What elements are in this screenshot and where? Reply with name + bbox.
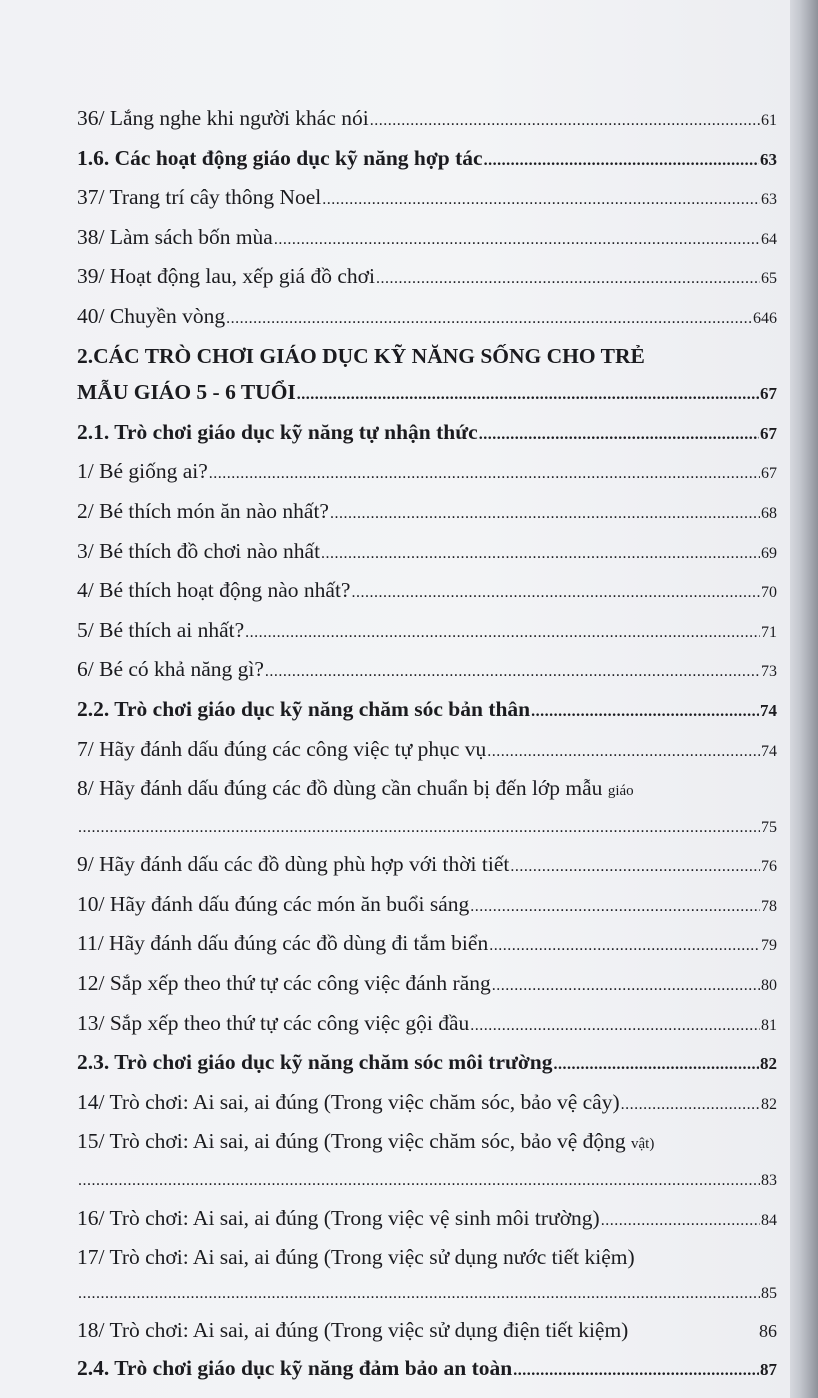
toc-entry-page: 67 — [760, 423, 777, 443]
toc-entry — [77, 886, 777, 926]
toc-entry-title: 37/ Trang trí cây thông Noel — [77, 185, 322, 210]
toc-chapter-heading-line1: 2.CÁC TRÒ CHƠI GIÁO DỤC KỸ NĂNG SỐNG CHO TRẺ — [77, 343, 645, 368]
toc-entry-title: 38/ Làm sách bốn mùa — [77, 224, 273, 249]
toc-entry-page: 80 — [761, 977, 777, 995]
toc-entry-title-end: giáo — [607, 783, 634, 800]
toc-entry-title: 2.1. Trò chơi giáo dục kỹ năng tự nhận thức — [77, 419, 478, 444]
toc-entry-title: 2.2. Trò chơi giáo dục kỹ năng chăm sóc bản thân — [77, 696, 531, 721]
toc-entry — [77, 810, 777, 847]
toc-leader-dots — [209, 456, 760, 493]
toc-leader-dots — [601, 1203, 760, 1240]
toc-entry-title: 2.3. Trò chơi giáo dục kỹ năng chăm sóc môi trường — [77, 1050, 553, 1075]
toc-entry-page: 61 — [761, 112, 777, 129]
toc-entry-page: 78 — [761, 897, 777, 915]
toc-entry-title: 10/ Hãy đánh dấu đúng các món ăn buổi sáng — [77, 891, 470, 916]
toc-entry-page: 70 — [761, 584, 777, 602]
toc-entry-title: 16/ Trò chơi: Ai sai, ai đúng (Trong việc vệ sinh môi trường) — [77, 1205, 600, 1230]
toc-leader-dots — [531, 694, 759, 731]
toc-leader-dots — [489, 928, 760, 965]
toc-entry — [77, 1163, 777, 1200]
toc-entry-page: 83 — [761, 1172, 777, 1190]
toc-entry-title: 2/ Bé thích món ăn nào nhất? — [77, 498, 329, 523]
toc-entry — [77, 493, 777, 533]
toc-leader-dots — [265, 654, 760, 691]
toc-leader-dots — [297, 377, 759, 414]
toc-entry-title: 12/ Sắp xếp theo thứ tự các công việc đánh răng — [77, 971, 491, 996]
toc-entry — [77, 731, 777, 771]
toc-entry-line1: 17/ Trò chơi: Ai sai, ai đúng (Trong việc sử dụng nước tiết kiệm) — [77, 1245, 635, 1270]
toc-entry — [77, 612, 777, 652]
toc-entry-title: 36/ Lắng nghe khi người khác nói — [77, 106, 369, 130]
toc-entry — [77, 100, 777, 140]
toc-entry-title: 2.4. Trò chơi giáo dục kỹ năng đảm bảo an toàn — [77, 1356, 513, 1380]
toc-entry — [77, 1005, 777, 1045]
toc-entry-page: 86 — [759, 1321, 777, 1342]
page-edge-shadow — [790, 0, 818, 1398]
toc-entry — [77, 298, 777, 338]
toc-entry — [77, 1312, 777, 1350]
toc-leader-dots — [554, 1047, 760, 1084]
toc-leader-dots — [330, 496, 760, 533]
toc-entry-title: 15/ Trò chơi: Ai sai, ai đúng (Trong việc chăm sóc, bảo vệ động — [77, 1129, 626, 1154]
toc-entry-title: 5/ Bé thích ai nhất? — [77, 617, 245, 642]
toc-entry-page: 76 — [761, 858, 777, 876]
toc-leader-dots — [513, 1353, 759, 1390]
toc-entry-page: 69 — [761, 544, 777, 562]
toc-entry-page: 65 — [761, 270, 777, 288]
toc-leader-dots — [321, 536, 760, 573]
toc-leader-dots — [245, 615, 760, 652]
toc-entry — [77, 533, 777, 573]
toc-entry — [77, 453, 777, 493]
toc-entry-title: 18/ Trò chơi: Ai sai, ai đúng (Trong việc sử dụng điện tiết kiệm) — [77, 1318, 629, 1343]
toc-entry — [77, 219, 777, 259]
toc-entry-page: 67 — [761, 465, 777, 483]
toc-entry — [77, 651, 777, 691]
toc-entry — [77, 846, 777, 886]
toc-entry-page: 646 — [753, 309, 777, 327]
toc-entry-title: 4/ Bé thích hoạt động nào nhất? — [77, 578, 351, 603]
toc-leader-dots — [487, 734, 760, 771]
toc-leader-dots — [78, 1163, 760, 1200]
toc-entry-page: 68 — [761, 504, 777, 522]
toc-leader-dots — [470, 1008, 760, 1045]
toc-leader-dots — [78, 1276, 760, 1313]
toc-entry-title: 40/ Chuyền vòng — [77, 303, 226, 328]
toc-entry-page: 85 — [761, 1284, 777, 1302]
toc-entry-title-end: vật) — [631, 1136, 655, 1153]
toc-leader-dots — [376, 261, 760, 298]
toc-leader-dots — [484, 143, 759, 180]
toc-leader-dots — [621, 1087, 760, 1124]
toc-entry-page: 82 — [761, 1095, 777, 1113]
toc-entry-title: 13/ Sắp xếp theo thứ tự các công việc gội đầu — [77, 1010, 470, 1035]
toc-entry-page: 71 — [761, 623, 777, 641]
toc-entry — [77, 965, 777, 1005]
toc-entry-line1 — [77, 1123, 777, 1163]
toc-leader-dots — [492, 968, 760, 1005]
toc-entry — [77, 1084, 777, 1124]
toc-section-heading — [77, 140, 777, 180]
toc-entry-page: 87 — [760, 1360, 777, 1379]
toc-leader-dots — [78, 810, 760, 847]
toc-entry — [77, 925, 777, 965]
toc-entry-title: 1/ Bé giống ai? — [77, 459, 208, 484]
toc-entry-page: 74 — [760, 700, 777, 720]
toc-entry-page: 81 — [761, 1016, 777, 1034]
toc-entry-title: 7/ Hãy đánh dấu đúng các công việc tự phục vụ — [77, 736, 487, 761]
toc-section-heading — [77, 1350, 777, 1390]
toc-entry-line1 — [77, 770, 777, 810]
toc-leader-dots — [274, 222, 760, 259]
toc-entry-page: 63 — [760, 149, 777, 169]
toc-entry-title: 6/ Bé có khả năng gì? — [77, 657, 264, 682]
toc-leader-dots — [479, 417, 759, 454]
toc-entry-page: 73 — [761, 663, 777, 681]
toc-entry — [77, 258, 777, 298]
toc-entry-title: 14/ Trò chơi: Ai sai, ai đúng (Trong việc chăm sóc, bảo vệ cây) — [77, 1089, 620, 1114]
toc-entry-title: 1.6. Các hoạt động giáo dục kỹ năng hợp tác — [77, 145, 483, 170]
toc-entry-title: 11/ Hãy đánh dấu đúng các đồ dùng đi tắm biển — [77, 931, 489, 956]
toc-entry-page: 79 — [761, 937, 777, 955]
table-of-contents — [77, 100, 777, 1390]
toc-entry — [77, 179, 777, 219]
toc-chapter-heading — [77, 374, 777, 414]
toc-entry-title: 8/ Hãy đánh dấu đúng các đồ dùng cần chuẩn bị đến lớp mẫu — [77, 776, 603, 801]
toc-leader-dots — [510, 849, 760, 886]
toc-entry-title: 39/ Hoạt động lau, xếp giá đồ chơi — [77, 264, 375, 289]
toc-section-heading — [77, 1044, 777, 1084]
toc-entry-page: 82 — [760, 1054, 777, 1074]
toc-leader-dots — [351, 575, 760, 612]
toc-leader-dots — [370, 103, 760, 140]
toc-entry-title: MẪU GIÁO 5 - 6 TUỔI — [77, 380, 296, 405]
toc-entry-page: 67 — [760, 384, 777, 404]
toc-entry-page: 84 — [761, 1211, 777, 1229]
toc-leader-dots — [226, 301, 752, 338]
toc-leader-dots — [322, 182, 760, 219]
toc-entry — [77, 1276, 777, 1313]
toc-entry — [77, 1200, 777, 1240]
toc-section-heading — [77, 414, 777, 454]
toc-entry-page: 63 — [761, 191, 777, 209]
toc-entry-title: 9/ Hãy đánh dấu các đồ dùng phù hợp với thời tiết — [77, 852, 510, 877]
toc-section-heading — [77, 691, 777, 731]
toc-entry-title: 3/ Bé thích đồ chơi nào nhất — [77, 538, 321, 563]
toc-entry-page: 75 — [761, 818, 777, 836]
toc-entry — [77, 572, 777, 612]
toc-leader-dots — [470, 889, 760, 926]
toc-entry-page: 74 — [761, 742, 777, 760]
toc-entry-page: 64 — [761, 230, 777, 248]
